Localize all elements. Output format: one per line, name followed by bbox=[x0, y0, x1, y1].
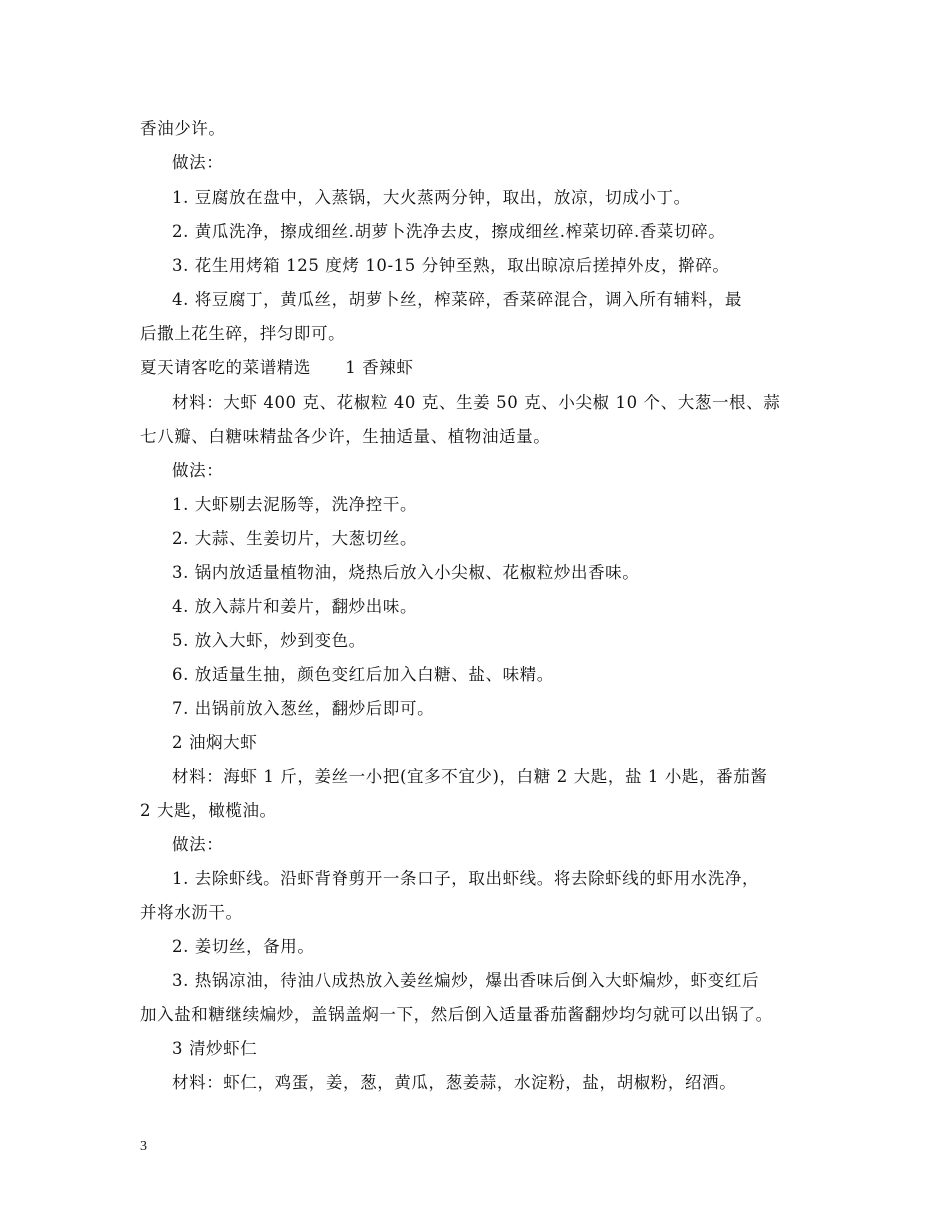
method-heading: 做法： bbox=[172, 153, 224, 172]
step-line: 2. 大蒜、生姜切片，大葱切丝。 bbox=[172, 529, 418, 548]
step-line: 3. 花生用烤箱 125 度烤 10-15 分钟至熟，取出晾凉后搓掉外皮，擀碎。 bbox=[172, 256, 730, 275]
step-line: 5. 放入大虾，炒到变色。 bbox=[172, 631, 366, 650]
step-line: 6. 放适量生抽，颜色变红后加入白糖、盐、味精。 bbox=[172, 665, 554, 684]
ingredients-line: 材料：大虾 400 克、花椒粒 40 克、生姜 50 克、小尖椒 10 个、大葱一根、蒜 bbox=[172, 393, 781, 412]
ingredients-line: 材料：虾仁，鸡蛋，姜，葱，黄瓜，葱姜蒜，水淀粉，盐，胡椒粉，绍酒。 bbox=[172, 1073, 737, 1092]
ingredients-line: 材料：海虾 1 斤，姜丝一小把(宜多不宜少)，白糖 2 大匙，盐 1 小匙，番茄酱 bbox=[172, 767, 768, 786]
step-line: 2. 姜切丝，备用。 bbox=[172, 937, 315, 956]
step-line: 2. 黄瓜洗净，擦成细丝.胡萝卜洗净去皮，擦成细丝.榨菜切碎.香菜切碎。 bbox=[172, 222, 726, 241]
step-line: 3. 热锅凉油，待油八成热放入姜丝煸炒，爆出香味后倒入大虾煸炒，虾变红后 bbox=[172, 971, 760, 990]
text-line: 香油少许。 bbox=[140, 119, 226, 138]
step-line: 4. 放入蒜片和姜片，翻炒出味。 bbox=[172, 597, 418, 616]
step-line: 7. 出锅前放入葱丝，翻炒后即可。 bbox=[172, 699, 435, 718]
text-line: 并将水沥干。 bbox=[140, 903, 243, 922]
method-heading: 做法： bbox=[172, 835, 224, 854]
recipe-heading: 2 油焖大虾 bbox=[172, 733, 258, 752]
page-number: 3 bbox=[140, 1139, 147, 1154]
step-line: 1. 大虾剔去泥肠等，洗净控干。 bbox=[172, 495, 418, 514]
step-line: 4. 将豆腐丁，黄瓜丝，胡萝卜丝，榨菜碎，香菜碎混合，调入所有辅料，最 bbox=[172, 290, 742, 309]
text-line: 2 大匙，橄榄油。 bbox=[140, 801, 277, 820]
recipe-heading: 3 清炒虾仁 bbox=[172, 1039, 258, 1058]
text-line: 加入盐和糖继续煸炒，盖锅盖焖一下，然后倒入适量番茄酱翻炒均匀就可以出锅了。 bbox=[140, 1005, 773, 1024]
text-line: 后撒上花生碎，拌匀即可。 bbox=[140, 324, 346, 343]
section-heading: 夏天请客吃的菜谱精选 1 香辣虾 bbox=[140, 358, 414, 377]
step-line: 1. 豆腐放在盘中，入蒸锅，大火蒸两分钟，取出，放凉，切成小丁。 bbox=[172, 188, 691, 207]
step-line: 3. 锅内放适量植物油，烧热后放入小尖椒、花椒粒炒出香味。 bbox=[172, 563, 640, 582]
method-heading: 做法： bbox=[172, 461, 224, 480]
step-line: 1. 去除虾线。沿虾背脊剪开一条口子，取出虾线。将去除虾线的虾用水洗净， bbox=[172, 869, 760, 888]
text-line: 七八瓣、白糖味精盐各少许，生抽适量、植物油适量。 bbox=[140, 427, 551, 446]
